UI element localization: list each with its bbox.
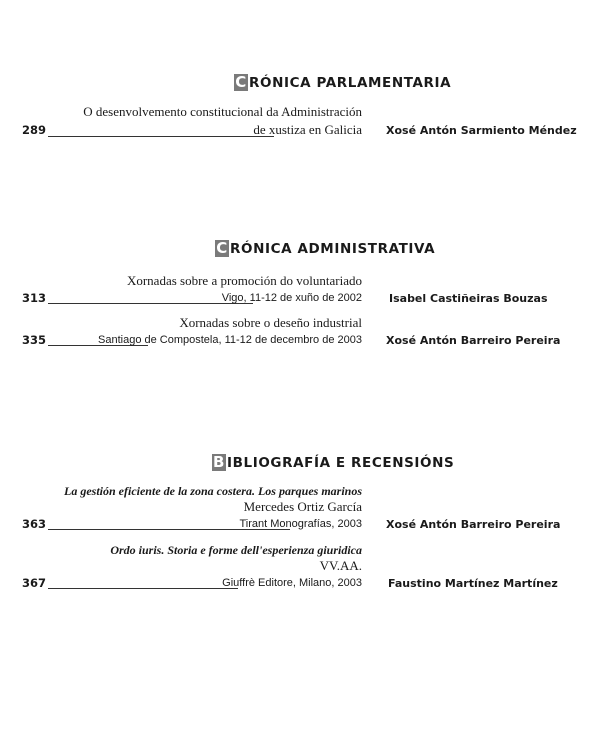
entry-place-date: Giuffrè Editore, Milano, 2003 — [222, 577, 362, 589]
entry-title-continued: de xustiza en Galicia — [253, 122, 362, 137]
section-heading-bibliografia — [212, 454, 454, 471]
entry-place-date: Santiago de Compostela, 11-12 de decembro de 2003 — [98, 334, 362, 346]
leader-rule — [48, 136, 274, 137]
entry-author: Xosé Antón Sarmiento Méndez — [386, 124, 577, 137]
entry-page-number: 367 — [22, 576, 47, 590]
section-heading-cronica-parlamentaria — [234, 74, 451, 91]
section-initial: B — [212, 453, 226, 471]
entry-author: Xosé Antón Barreiro Pereira — [386, 518, 561, 531]
toc-entry[interactable] — [22, 104, 582, 144]
section-initial: C — [216, 239, 228, 257]
entry-author: Faustino Martínez Martínez — [388, 577, 558, 590]
entry-title: Xornadas sobre a promoción do voluntariado — [126, 273, 362, 288]
entry-title: O desenvolvemento constitucional da Administración — [83, 104, 362, 119]
entry-subtitle: Mercedes Ortiz García — [243, 499, 362, 514]
section-title: RÓNICA ADMINISTRATIVA — [230, 240, 436, 257]
entry-subtitle: VV.AA. — [319, 558, 362, 573]
section-heading-cronica-administrativa — [215, 240, 435, 257]
toc-entry[interactable] — [22, 484, 582, 534]
toc-entry[interactable] — [22, 543, 582, 593]
entry-author: Xosé Antón Barreiro Pereira — [386, 334, 561, 347]
entry-author: Isabel Castiñeiras Bouzas — [389, 292, 548, 305]
toc-entry[interactable] — [22, 315, 582, 351]
entry-place-date: Tirant Monografías, 2003 — [239, 518, 362, 530]
entry-italic-title: La gestión eficiente de la zona costera. Los parques marinos — [64, 484, 362, 498]
entry-page-number: 313 — [22, 291, 47, 305]
entry-italic-title: Ordo iuris. Storia e forme dell'esperienza giuridica — [110, 543, 362, 557]
entry-page-number: 335 — [22, 333, 47, 347]
leader-rule — [48, 588, 238, 589]
entry-page-number: 289 — [22, 123, 47, 137]
entry-place-date: Vigo, 11-12 de xuño de 2002 — [221, 292, 362, 304]
toc-entry[interactable] — [22, 273, 582, 309]
entry-page-number: 363 — [22, 517, 47, 531]
section-initial: C — [235, 73, 247, 91]
entry-title: Xornadas sobre o deseño industrial — [179, 315, 362, 330]
section-title: IBLIOGRAFÍA E RECENSIÓNS — [227, 454, 455, 471]
section-title: RÓNICA PARLAMENTARIA — [249, 74, 452, 91]
